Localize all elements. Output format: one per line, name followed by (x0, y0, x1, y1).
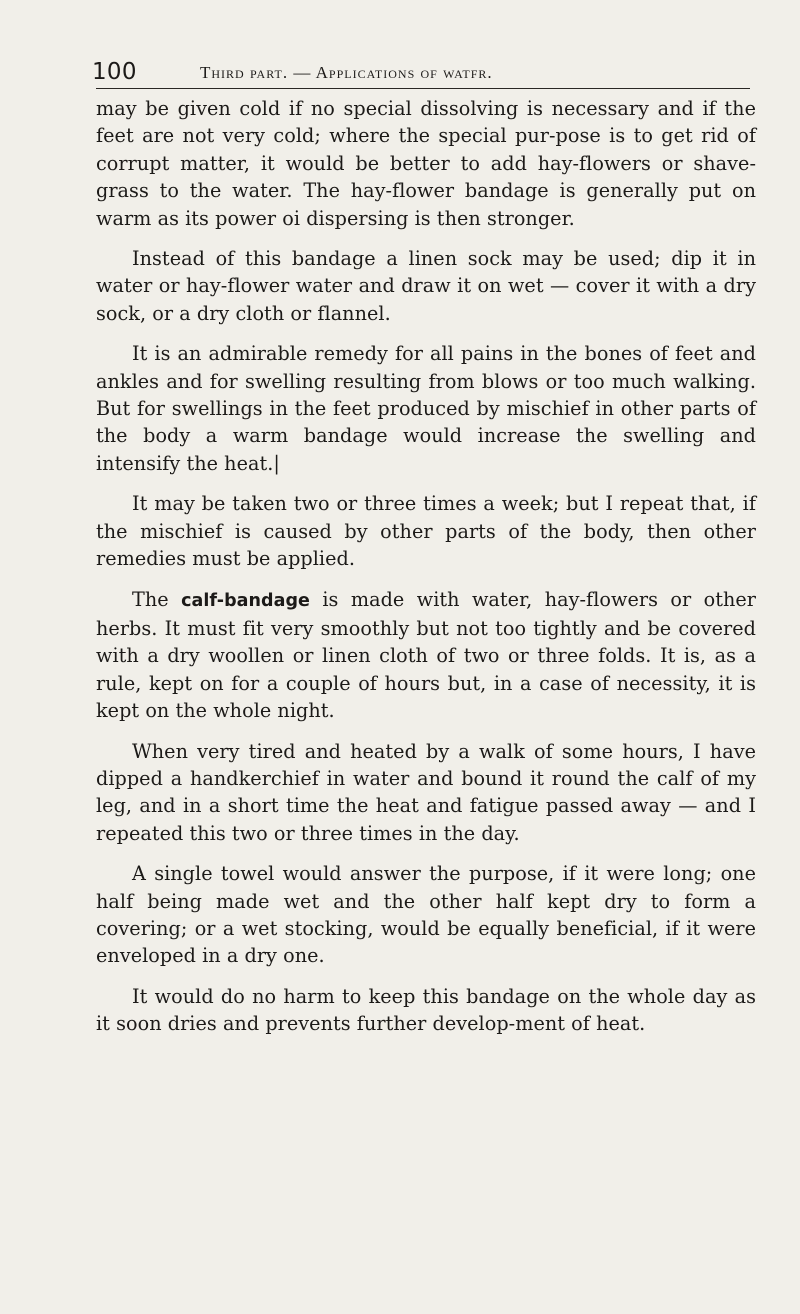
paragraph-calf-bandage (96, 586, 756, 725)
running-header-title: Third part. — Applications of watfr. (200, 63, 493, 82)
paragraph-lead-word: The (132, 587, 169, 611)
running-header (92, 58, 752, 88)
paragraph: When very tired and heated by a walk of some hours, I have dipped a handkerchief in water and bound it round the calf of my leg, and in a short time the heat and fatigue passed away — and I repeated this two or three times in the day. (96, 739, 756, 845)
paragraph: It is an admirable remedy for all pains in the bones of feet and ankles and for swelling resulting from blows or too much walking. But for swellings in the feet produced by mischief in other parts of the body a warm bandage would increase the swelling and intensify the heat.| (96, 342, 756, 475)
paragraph: may be given cold if no special dissolving is necessary and if the feet are not very cold; where the special pur-pose is to get rid of corrupt matter, it would be better to add hay-flowers or shave-grass to the water. The hay-flower bandage is generally put on warm as its power oi dispersing is then stronger. (96, 97, 756, 230)
paragraph: It may be taken two or three times a week; but I repeat that, if the mischief is caused by other parts of the body, then other remedies must be applied. (96, 492, 756, 571)
page-number: 100 (92, 59, 137, 85)
calf-bandage-term: calf-bandage (181, 590, 310, 611)
paragraph: A single towel would answer the purpose, if it were long; one half being made wet and the other half kept dry to form a covering; or a wet stocking, would be equally beneficial, if it were enveloped in a dry one. (96, 862, 756, 968)
paragraph: Instead of this bandage a linen sock may be used; dip it in water or hay-flower water and draw it on wet — cover it with a dry sock, or a dry cloth or flannel. (96, 247, 756, 325)
body-text (96, 95, 756, 1038)
header-rule (96, 88, 750, 89)
paragraph-remainder: is made with water, hay-flowers or other herbs. It must fit very smoothly but not too tightly and be covered with a dry woollen or linen cloth of two or three folds. It is, as a rule, kept on for a couple of hours but, in a case of necessity, it is kept on the whole night. (96, 587, 756, 723)
paragraph: It would do no harm to keep this bandage on the whole day as it soon dries and prevents further develop-ment of heat. (96, 984, 756, 1036)
